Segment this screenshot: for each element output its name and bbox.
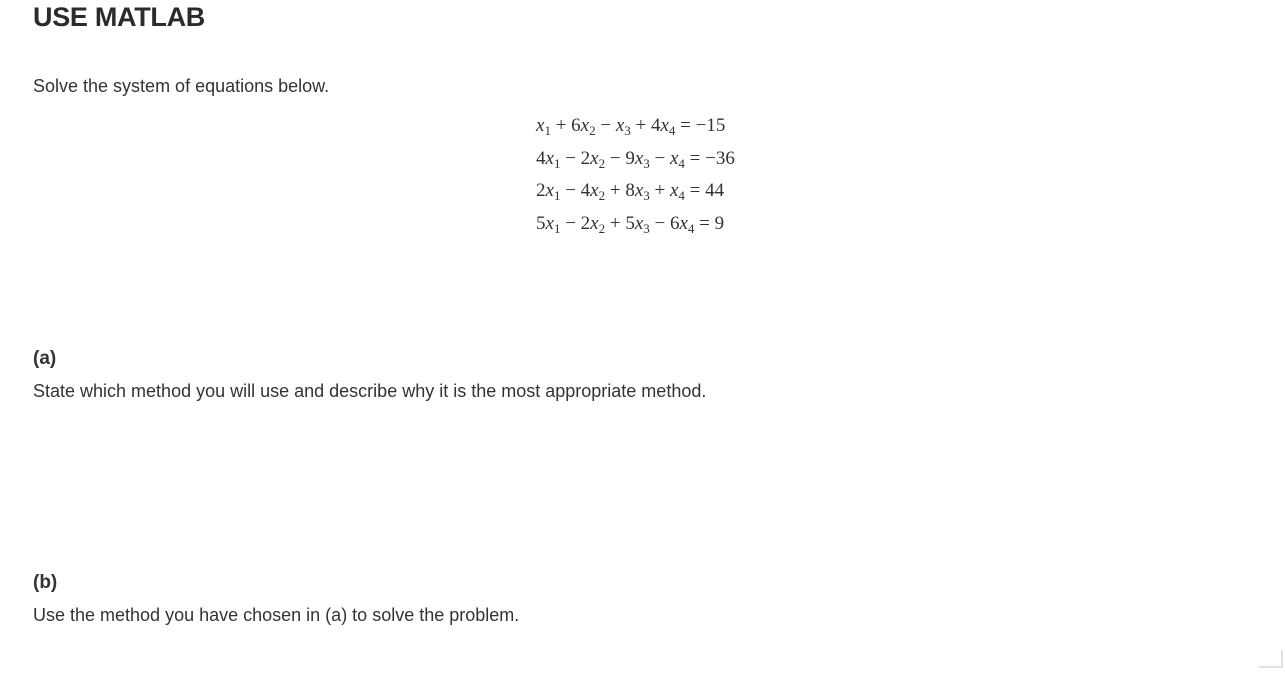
equation-operator: − bbox=[560, 212, 581, 234]
equation-variable: x bbox=[545, 147, 554, 169]
equation-subscript: 1 bbox=[553, 155, 561, 171]
equation-2 bbox=[536, 147, 735, 180]
equation-variable: x bbox=[590, 212, 599, 234]
equation-operator: − bbox=[649, 147, 670, 169]
equation-coefficient: 2 bbox=[536, 180, 546, 201]
equation-coefficient: 5 bbox=[625, 212, 635, 234]
equation-subscript: 4 bbox=[668, 123, 676, 138]
equation-operator: − bbox=[605, 147, 626, 169]
equation-variable: x bbox=[615, 115, 625, 136]
equation-coefficient: 5 bbox=[536, 212, 546, 234]
part-a-text: State which method you will use and describe why it is the most appropriate method. bbox=[33, 381, 707, 401]
equation-variable: x bbox=[590, 180, 599, 201]
equation-1 bbox=[536, 114, 735, 147]
equation-subscript: 3 bbox=[624, 123, 631, 138]
equation-variable: x bbox=[536, 115, 545, 136]
equation-operator: − bbox=[560, 180, 581, 201]
equation-variable: x bbox=[634, 180, 644, 201]
equation-subscript: 4 bbox=[687, 220, 695, 236]
equation-variable: x bbox=[669, 147, 679, 169]
equation-variable: x bbox=[679, 212, 688, 234]
equation-coefficient: 4 bbox=[580, 180, 591, 201]
equation-coefficient: 9 bbox=[625, 147, 635, 169]
equation-subscript: 4 bbox=[678, 188, 685, 203]
equation-subscript: 4 bbox=[678, 155, 685, 171]
page-title: USE MATLAB bbox=[33, 2, 205, 32]
equation-operator: − bbox=[595, 115, 616, 136]
equation-subscript: 1 bbox=[553, 220, 561, 236]
equation-subscript: 3 bbox=[643, 188, 650, 203]
equation-rhs: = −36 bbox=[684, 147, 735, 169]
equation-variable: x bbox=[590, 147, 599, 169]
equation-coefficient: 2 bbox=[580, 212, 591, 234]
equation-3 bbox=[536, 179, 735, 212]
equation-coefficient: 6 bbox=[571, 115, 581, 136]
equation-subscript: 1 bbox=[553, 188, 561, 203]
equation-variable: x bbox=[669, 180, 679, 201]
equation-variable: x bbox=[580, 115, 590, 136]
part-b-text: Use the method you have chosen in (a) to solve the problem. bbox=[33, 605, 520, 625]
equation-coefficient: 2 bbox=[580, 147, 591, 169]
equation-subscript: 2 bbox=[598, 188, 606, 203]
equation-variable: x bbox=[634, 147, 644, 169]
equation-4 bbox=[536, 212, 735, 245]
equation-operator: + bbox=[649, 180, 670, 201]
equation-variable: x bbox=[545, 180, 554, 201]
equation-subscript: 3 bbox=[643, 220, 650, 236]
equation-operator: + bbox=[630, 115, 651, 136]
part-b-label: (b) bbox=[33, 572, 58, 593]
equation-coefficient: 4 bbox=[536, 147, 546, 169]
equation-coefficient: 8 bbox=[625, 180, 635, 201]
equation-rhs: = −15 bbox=[675, 115, 726, 136]
equation-subscript: 2 bbox=[598, 220, 606, 236]
resize-handle-icon bbox=[1259, 650, 1283, 668]
equation-operator: + bbox=[550, 115, 572, 136]
equation-coefficient: 4 bbox=[650, 115, 661, 136]
equation-variable: x bbox=[634, 212, 644, 234]
equation-operator: + bbox=[605, 180, 626, 201]
equation-rhs: = 44 bbox=[684, 180, 725, 201]
equation-system bbox=[536, 114, 735, 244]
equation-subscript: 1 bbox=[544, 123, 551, 138]
equation-operator: − bbox=[649, 212, 670, 234]
equation-variable: x bbox=[545, 212, 554, 234]
equation-coefficient: 6 bbox=[669, 212, 680, 234]
equation-variable: x bbox=[660, 115, 669, 136]
equation-subscript: 2 bbox=[598, 155, 606, 171]
intro-text: Solve the system of equations below. bbox=[33, 76, 330, 96]
part-a-label: (a) bbox=[33, 348, 57, 369]
equation-subscript: 2 bbox=[589, 123, 596, 138]
equation-operator: + bbox=[605, 212, 626, 234]
equation-operator: − bbox=[560, 147, 581, 169]
equation-rhs: = 9 bbox=[694, 212, 725, 234]
equation-subscript: 3 bbox=[643, 155, 650, 171]
